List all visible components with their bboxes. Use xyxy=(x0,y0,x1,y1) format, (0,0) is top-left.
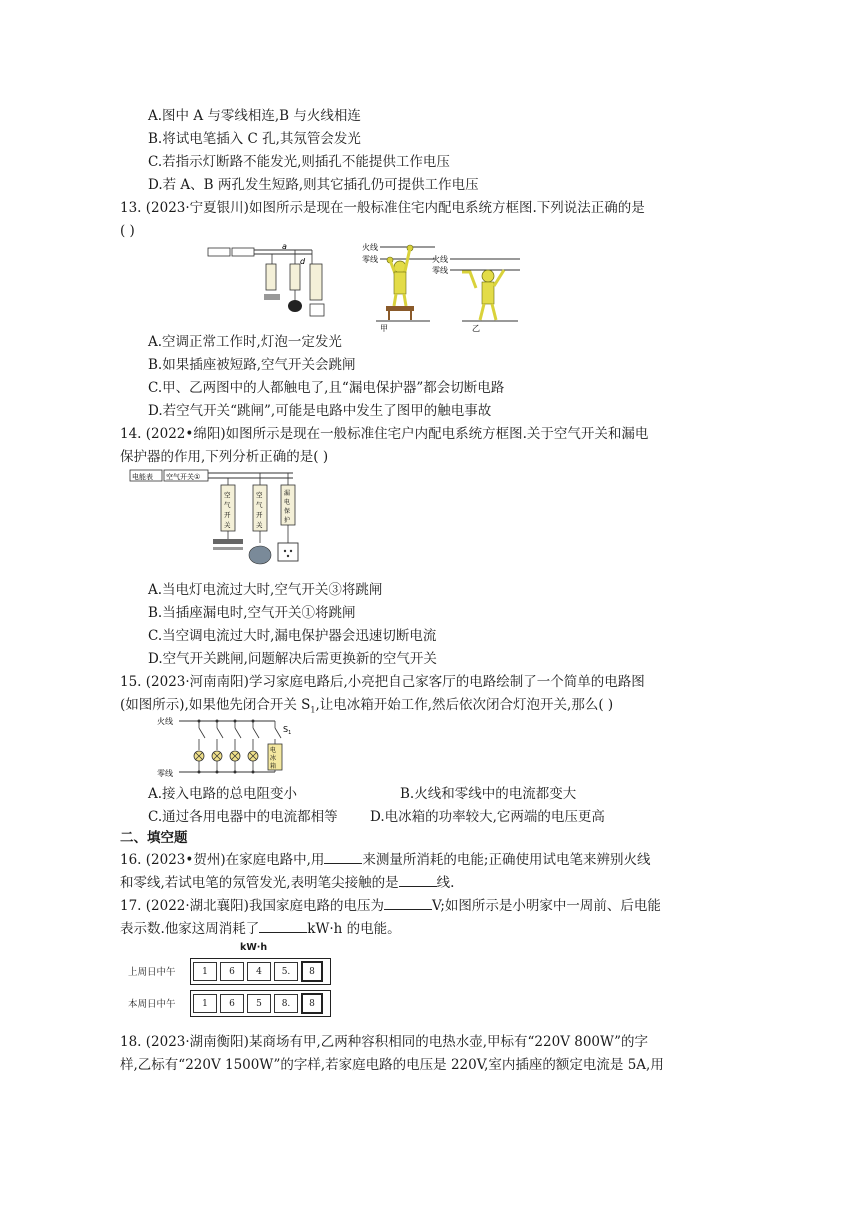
q17-row1-digit: 4 xyxy=(247,962,271,981)
q15-figure xyxy=(155,714,300,780)
svg-text:电: 电 xyxy=(284,499,291,506)
q17-row1-digit: 1 xyxy=(193,962,217,981)
svg-text:气: 气 xyxy=(224,501,231,509)
q15-neutral-label: 零线 xyxy=(157,769,173,778)
q13-yi-label: 乙 xyxy=(472,324,480,332)
q15-option-d: D.电冰箱的功率较大,它两端的电压更高 xyxy=(370,809,605,825)
q17-unit-label: kW·h xyxy=(240,942,268,953)
q14-stem-line2: 保护器的作用,下列分析正确的是( ) xyxy=(120,449,329,465)
q13-option-b: B.如果插座被短路,空气开关会跳闸 xyxy=(148,357,356,373)
q13-distribution-diagram xyxy=(208,242,324,316)
svg-text:关: 关 xyxy=(256,521,263,529)
q15-option-b: B.火线和零线中的电流都变大 xyxy=(400,786,577,802)
q17-row1-label: 上周日中午 xyxy=(128,967,176,978)
q13-stem-line1: 13. (2023·宁夏银川)如图所示是现在一般标准住宅内配电系统方框图.下列说法正确的是 xyxy=(120,200,645,216)
q13-label-a: a xyxy=(282,242,287,251)
svg-text:开: 开 xyxy=(256,511,263,519)
q13-label-d: d xyxy=(300,257,306,266)
q17-line1: 17. (2022·湖北襄阳)我国家庭电路的电压为 V;如图所示是小明家中一周前、后电能 xyxy=(120,895,661,916)
q15-stem-line1: 15. (2023·河南南阳)学习家庭电路后,小亮把自己家客厅的电路绘制了一个简单的电路图 xyxy=(120,674,645,690)
svg-text:气: 气 xyxy=(256,501,263,509)
q16-blank-1[interactable] xyxy=(324,849,362,864)
q17-line2: 表示数.他家这周消耗了 kW·h 的电能。 xyxy=(120,918,401,939)
q17-row2-digit: 8. xyxy=(274,994,298,1013)
q15-option-a: A.接入电路的总电阻变小 xyxy=(148,786,298,802)
q17-row1-digit: 8 xyxy=(301,961,323,982)
q17-blank-1[interactable] xyxy=(384,895,432,910)
q14-option-c: C.当空调电流过大时,漏电保护器会迅速切断电流 xyxy=(148,628,437,644)
q14-s2-label: 空 xyxy=(256,491,263,499)
q17-row1-digit: 5. xyxy=(274,962,298,981)
q13-yi-live-label: 火线 xyxy=(432,255,448,264)
q13-option-d: D.若空气开关“跳闸”,可能是电路中发生了图甲的触电事故 xyxy=(148,403,492,419)
q13-live-label: 火线 xyxy=(362,243,378,252)
q15-fridge-branch xyxy=(268,721,291,772)
q13-figure-jia xyxy=(362,242,435,332)
q13-stem-line2: ( ) xyxy=(120,223,135,239)
q13-option-c: C.甲、乙两图中的人都触电了,且“漏电保护器”都会切断电路 xyxy=(148,380,505,396)
svg-text:冰: 冰 xyxy=(270,755,277,762)
svg-text:关: 关 xyxy=(224,521,231,529)
q17-row2-digit: 1 xyxy=(193,994,217,1013)
q13-option-a: A.空调正常工作时,灯泡一定发光 xyxy=(148,334,342,350)
q16-line2: 和零线,若试电笔的氖管发光,表明笔尖接触的是 线. xyxy=(120,872,454,893)
q14-option-d: D.空气开关跳闸,问题解决后需更换新的空气开关 xyxy=(148,651,437,667)
svg-text:保: 保 xyxy=(284,508,291,515)
section-heading-fill-blank: 二、填空题 xyxy=(120,830,188,846)
q14-protector-label: 漏 xyxy=(284,490,291,497)
q17-blank-2[interactable] xyxy=(259,918,307,933)
q12-option-c: C.若指示灯断路不能发光,则插孔不能提供工作电压 xyxy=(148,154,450,170)
q17-row1-digit: 6 xyxy=(220,962,244,981)
q14-stem-line1: 14. (2022•绵阳)如图所示是现在一般标准住宅户内配电系统方框图.关于空气开关和漏电 xyxy=(120,426,649,442)
q17-row2-digit: 8 xyxy=(301,993,323,1014)
q14-meter-label: 电能表 xyxy=(132,473,153,481)
q17-row2-digit: 5 xyxy=(247,994,271,1013)
q14-s3-label: 空 xyxy=(224,491,231,499)
svg-text:电: 电 xyxy=(270,747,277,754)
q15-option-c: C.通过各用电器中的电流都相等 xyxy=(148,809,338,825)
q17-meter-row1 xyxy=(190,958,331,985)
q15-lamp-branches xyxy=(194,720,259,774)
q17-row2-label: 本周日中午 xyxy=(128,999,176,1010)
q14-switch1-label: 空气开关① xyxy=(166,473,201,481)
q13-figure xyxy=(200,242,530,332)
q12-option-b: B.将试电笔插入 C 孔,其氖管会发光 xyxy=(148,131,361,147)
q18-line2: 样,乙标有“220V 1500W”的字样,若家庭电路的电压是 220V,室内插座的额定电流是 5A,用 xyxy=(120,1057,664,1073)
svg-text:护: 护 xyxy=(284,517,291,524)
q12-option-d: D.若 A、B 两孔发生短路,则其它插孔仍可提供工作电压 xyxy=(148,177,479,193)
svg-text:箱: 箱 xyxy=(270,763,277,770)
q17-meter-row2 xyxy=(190,990,331,1017)
q14-option-a: A.当电灯电流过大时,空气开关③将跳闸 xyxy=(148,582,383,598)
q16-line1: 16. (2023•贺州)在家庭电路中,用 来测量所消耗的电能;正确使用试电笔来辨别火线 xyxy=(120,849,650,870)
svg-text:开: 开 xyxy=(224,511,231,519)
q16-blank-2[interactable] xyxy=(399,872,437,887)
q15-stem-line2: (如图所示),如果他先闭合开关 $S_1$,让电冰箱开始工作,然后依次闭合灯泡开关,那么( ) xyxy=(120,697,614,715)
q18-line1: 18. (2023·湖南衡阳)某商场有甲,乙两种容积相同的电热水壶,甲标有“220V 800W”的字 xyxy=(120,1034,649,1050)
q13-neutral-label: 零线 xyxy=(362,255,378,264)
q15-live-label: 火线 xyxy=(157,717,173,726)
q13-yi-neutral-label: 零线 xyxy=(432,266,448,275)
q15-switch-label: $S_1$ xyxy=(283,725,292,736)
q13-jia-label: 甲 xyxy=(380,324,388,332)
q14-option-b: B.当插座漏电时,空气开关①将跳闸 xyxy=(148,605,356,621)
q13-figure-yi xyxy=(432,254,520,332)
q14-figure xyxy=(128,467,318,569)
q12-option-a: A.图中 A 与零线相连,B 与火线相连 xyxy=(148,108,361,124)
q17-row2-digit: 6 xyxy=(220,994,244,1013)
